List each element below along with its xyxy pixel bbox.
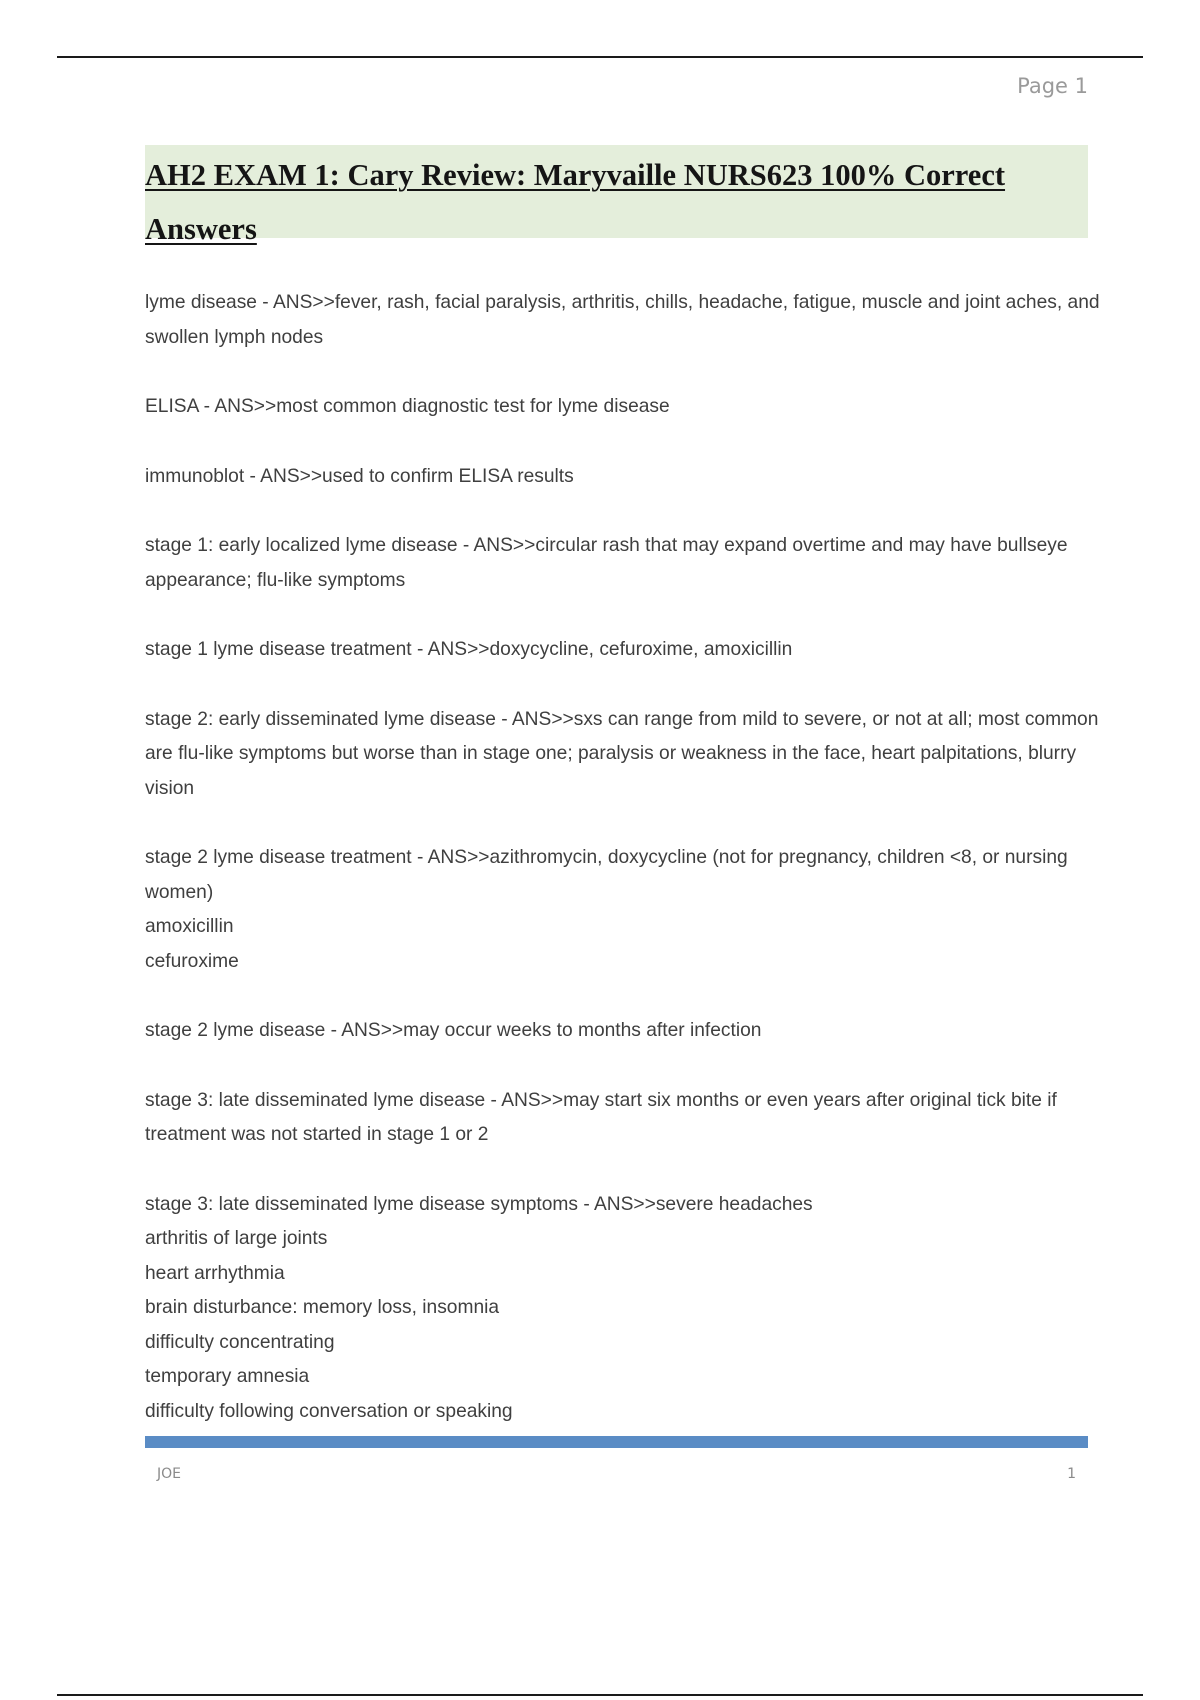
entry-line: temporary amnesia	[145, 1366, 310, 1387]
entry-line: brain disturbance: memory loss, insomnia	[145, 1297, 500, 1318]
entry-line: stage 1 lyme disease treatment - ANS>>doxycycline, cefuroxime, amoxicillin	[145, 639, 793, 660]
qa-entry	[145, 1084, 1100, 1153]
qa-entry	[145, 286, 1100, 355]
qa-entry	[145, 703, 1100, 807]
qa-entry	[145, 633, 1100, 668]
qa-entry	[145, 460, 1100, 495]
entry-line: amoxicillin	[145, 916, 234, 937]
entry-line: stage 2: early disseminated lyme disease - ANS>>sxs can range from mild to severe, or not at all; most common are flu-like symptoms but worse than in stage one; paralysis or weakness in the face, heart palpitations, blurry vision	[145, 708, 1099, 799]
entry-line: stage 1: early localized lyme disease - ANS>>circular rash that may expand overtime and may have bullseye appearance; flu-like symptoms	[145, 535, 1068, 591]
qa-entry	[145, 1014, 1100, 1049]
entry-line: stage 3: late disseminated lyme disease symptoms - ANS>>severe headaches	[145, 1193, 813, 1215]
entry-line: immunoblot - ANS>>used to confirm ELISA results	[145, 465, 574, 487]
document-title: AH2 EXAM 1: Cary Review: Maryvaille NURS623 100% Correct Answers	[145, 158, 1006, 246]
entry-line: ELISA - ANS>>most common diagnostic test for lyme disease	[145, 396, 670, 417]
qa-list	[145, 286, 1100, 1464]
footer-author: JOE	[157, 1466, 181, 1482]
qa-entry	[145, 841, 1100, 979]
bottom-rule	[57, 1694, 1143, 1696]
entry-line: difficulty following conversation or speaking	[145, 1400, 513, 1422]
qa-entry	[145, 529, 1100, 598]
entry-line: stage 2 lyme disease treatment - ANS>>azithromycin, doxycycline (not for pregnancy, children <8, or nursing women)	[145, 847, 1068, 903]
entry-line: cefuroxime	[145, 950, 239, 972]
entry-line: arthritis of large joints	[145, 1228, 328, 1249]
entry-line: difficulty concentrating	[145, 1331, 335, 1353]
qa-entry	[145, 390, 1100, 425]
entry-line: lyme disease - ANS>>fever, rash, facial paralysis, arthritis, chills, headache, fatigue, muscle and joint aches, and swollen lymph nodes	[145, 292, 1100, 348]
top-rule	[57, 56, 1143, 58]
qa-entry	[145, 1188, 1100, 1430]
footer-page-number: 1	[1067, 1466, 1076, 1482]
footer-bar	[145, 1436, 1088, 1448]
entry-line: heart arrhythmia	[145, 1262, 285, 1284]
entry-line: stage 2 lyme disease - ANS>>may occur weeks to months after infection	[145, 1020, 762, 1041]
page-number-header: Page 1	[1017, 74, 1088, 98]
entry-line: stage 3: late disseminated lyme disease - ANS>>may start six months or even years after original tick bite if treatment was not started in stage 1 or 2	[145, 1089, 1057, 1145]
